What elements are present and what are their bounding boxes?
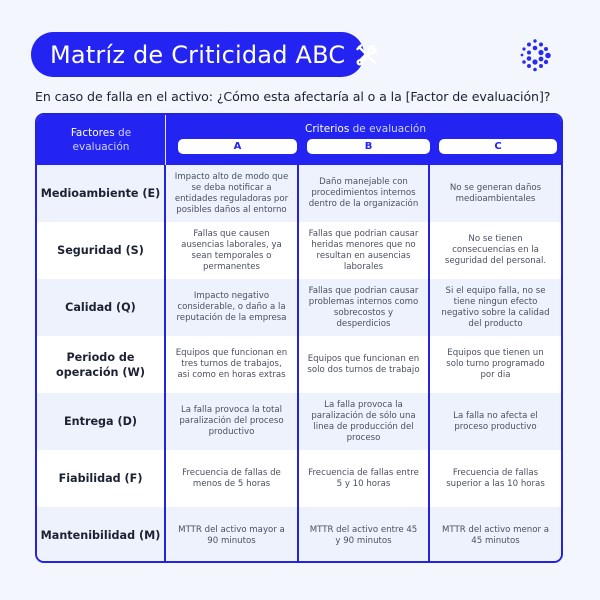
table-row xyxy=(37,393,561,450)
factor-label: Seguridad (S) xyxy=(37,222,166,279)
cell-b: La falla provoca la paralización de sólo una linea de producción del proceso xyxy=(299,393,430,450)
table-row xyxy=(37,450,561,507)
cell-b: MTTR del activo entre 45 y 90 minutos xyxy=(299,507,430,563)
factor-header-light: de xyxy=(114,127,132,139)
factor-header-line2: evaluación xyxy=(72,141,130,153)
cell-a: Equipos que funcionan en tres turnos de trabajos, asi como en horas extras xyxy=(166,336,299,393)
cell-a: Fallas que causen ausencias laborales, ya sean temporales o permanentes xyxy=(166,222,299,279)
cell-c: La falla no afecta el proceso productivo xyxy=(453,410,538,432)
factor-column-header xyxy=(37,115,166,165)
table-row xyxy=(37,165,561,222)
cell-c: Si el equipo falla, no se tiene ningun efecto negativo sobre la calidad del producto xyxy=(441,285,550,329)
dots-circle-logo-icon xyxy=(519,38,551,72)
factor-header-bold: Factores xyxy=(70,127,115,139)
factor-label: Entrega (D) xyxy=(37,393,166,450)
cell-a: Frecuencia de fallas de menos de 5 horas xyxy=(166,450,299,507)
cell-c: Equipos que tienen un solo turno programado por dia xyxy=(446,348,545,380)
table-row xyxy=(37,279,561,336)
column-pill-b: B xyxy=(307,139,430,154)
tools-icon xyxy=(355,43,379,67)
cell-a: La falla provoca la total paralización del proceso productivo xyxy=(166,393,299,450)
cell-c: MTTR del activo menor a 45 minutos xyxy=(441,524,550,546)
cell-c: No se generan daños medioambientales xyxy=(449,182,542,204)
cell-a: Impacto alto de modo que se deba notificar a entidades reguladoras por posibles daños al entorno xyxy=(166,165,299,222)
column-pill-a: A xyxy=(178,139,297,154)
cell-a: MTTR del activo mayor a 90 minutos xyxy=(166,507,299,563)
criteria-header-bold: Criterios xyxy=(305,123,350,135)
factor-label: Periodo de operación (W) xyxy=(37,336,166,393)
factor-label: Fiabilidad (F) xyxy=(37,450,166,507)
criteria-header-light: de evaluación xyxy=(349,123,426,135)
criticality-matrix-table xyxy=(35,113,563,563)
cell-c: No se tienen consecuencias en la seguridad del personal. xyxy=(444,234,547,266)
table-header xyxy=(37,115,561,165)
cell-b: Daño manejable con procedimientos internos dentro de la organización xyxy=(299,165,430,222)
page-title: Matríz de Criticidad ABC xyxy=(50,40,346,69)
factor-label: Mantenibilidad (M) xyxy=(37,507,166,563)
subtitle-question: En caso de falla en el activo: ¿Cómo esta afectaría al o a la [Factor de evaluación]? xyxy=(35,89,551,104)
cell-b: Frecuencia de fallas entre 5 y 10 horas xyxy=(299,450,430,507)
cell-c: Frecuencia de fallas superior a las 10 horas xyxy=(446,467,545,489)
cell-b: Fallas que podrian causar heridas menores que no resultan en ausencias laborales xyxy=(299,222,430,279)
criteria-header xyxy=(168,123,563,135)
cell-b: Fallas que podrian causar problemas internos como sobrecostos y desperdicios xyxy=(299,279,430,336)
table-row xyxy=(37,222,561,279)
factor-label: Calidad (Q) xyxy=(37,279,166,336)
cell-a: Impacto negativo considerable, o daño a la reputación de la empresa xyxy=(166,279,299,336)
table-row xyxy=(37,507,561,563)
column-pill-c: C xyxy=(439,139,557,154)
cell-b: Equipos que funcionan en solo dos turnos de trabajo xyxy=(299,336,430,393)
table-body xyxy=(37,165,561,563)
factor-label: Medioambiente (E) xyxy=(37,165,166,222)
table-row xyxy=(37,336,561,393)
title-banner xyxy=(31,32,364,77)
